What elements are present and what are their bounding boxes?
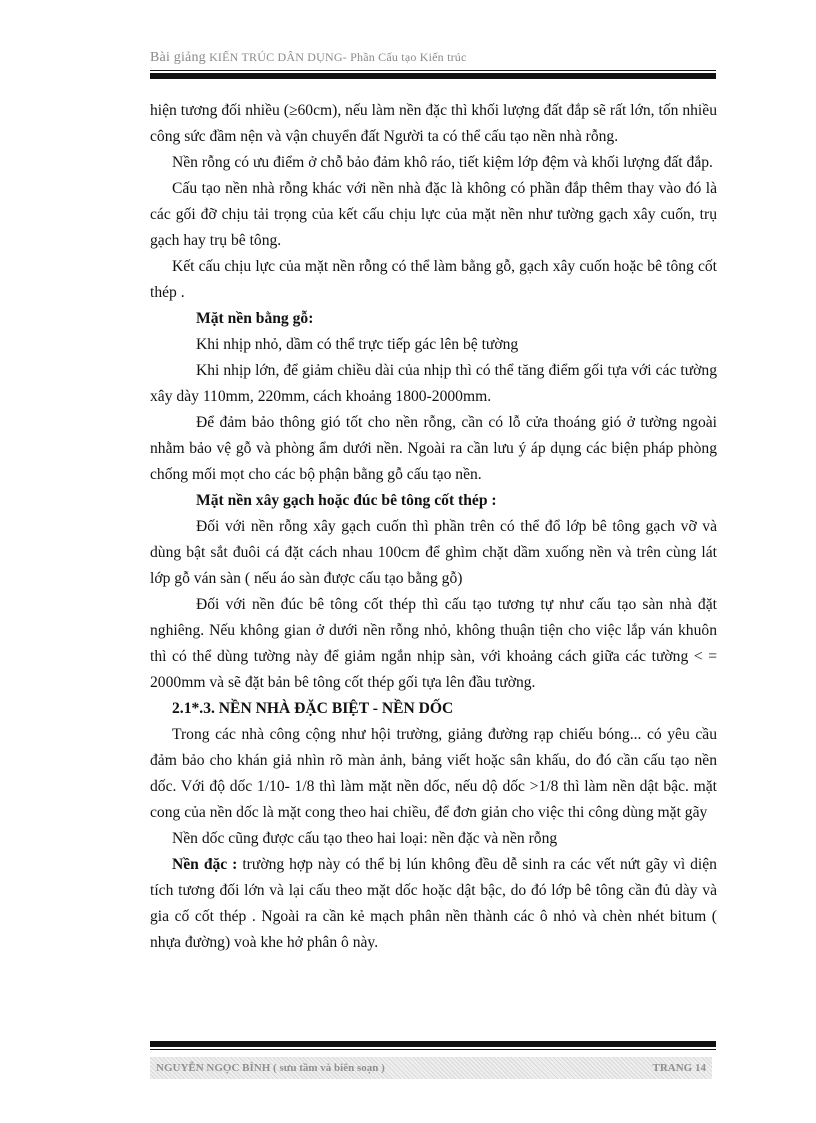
paragraph: Khi nhịp nhỏ, dầm có thể trực tiếp gác lên bệ tường (196, 336, 519, 353)
paragraph: Nền rỗng có ưu điểm ở chỗ bảo đảm khô ráo, tiết kiệm lớp đệm và khối lượng đất đắp. (172, 154, 713, 171)
subheading-brick: Mặt nền xây gạch hoặc đúc bê tông cốt thép : (196, 492, 497, 509)
paragraph-rest: trường hợp này có thể bị lún không đều dễ sinh ra các vết nứt gãy vì diện tích tương đối lớn và lại cấu theo mặt dốc hoặc dật bậc, do đó lớp bê tông cần đủ dày và gia cố cốt thép . Ngoài ra cần kẻ mạch phân nền thành các ô nhỏ và chèn nhét bitum ( nhựa đường) voà khe hở phân ô này. (150, 856, 717, 951)
footer-rule-thick (150, 1041, 716, 1047)
paragraph: Kết cấu chịu lực của mặt nền rỗng có thể làm bằng gỗ, gạch xây cuốn hoặc bê tông cốt thép . (150, 258, 717, 301)
page-header (150, 50, 715, 66)
header-rule-thin (150, 70, 716, 71)
paragraph: Khi nhịp lớn, để giảm chiều dài của nhịp thì có thể tăng điểm gối tựa với các tường xây dày 110mm, 220mm, cách khoảng 1800-2000mm. (150, 362, 717, 405)
page-footer (150, 1057, 712, 1079)
footer-author: NGUYỄN NGỌC BÌNH ( sưu tầm và biên soạn ) (156, 1062, 385, 1074)
paragraph: hiện tương đối nhiều (≥60cm), nếu làm nền đặc thì khối lượng đất đắp sẽ rất lớn, tốn nhiều công sức đầm nện và vận chuyển đất Người ta có thể cấu tạo nền nhà rỗng. (150, 102, 717, 145)
paragraph: Để đảm bảo thông gió tốt cho nền rỗng, cần có lỗ cửa thoáng gió ở tường ngoài nhằm bảo vệ gỗ và phòng ẩm dưới nền. Ngoài ra cần lưu ý áp dụng các biện pháp phòng chống mối mọt cho các bộ phận bằng gỗ cấu tạo nền. (150, 414, 717, 483)
paragraph: Đối với nền rỗng xây gạch cuốn thì phần trên có thể đổ lớp bê tông gạch vỡ và dùng bật sắt đuôi cá đặt cách nhau 100cm để ghìm chặt dầm xuống nền và trên cùng lát lớp gỗ ván sàn ( nếu áo sàn được cấu tạo bằng gỗ) (150, 518, 717, 587)
subheading-wood: Mặt nền bằng gỗ: (196, 310, 314, 327)
paragraph (150, 852, 717, 956)
paragraph: Nền dốc cũng được cấu tạo theo hai loại: nền đặc và nền rỗng (172, 830, 558, 847)
document-body (150, 98, 717, 956)
footer-page-number: TRANG 14 (652, 1062, 706, 1074)
paragraph: Cấu tạo nền nhà rỗng khác với nền nhà đặc là không có phần đắp thêm thay vào đó là các gối đỡ chịu tải trọng của kết cấu chịu lực của mặt nền như tường gạch xây cuốn, trụ gạch hay trụ bê tông. (150, 180, 717, 249)
header-text (150, 50, 715, 66)
footer-rule-thin (150, 1049, 716, 1050)
lead-term: Nền đặc : (172, 856, 238, 873)
section-heading: 2.1*.3. NỀN NHÀ ĐẶC BIỆT - NỀN DỐC (172, 700, 454, 717)
header-title: KIẾN TRÚC DÂN DỤNG- Phần Cấu tạo Kiến trúc (209, 50, 467, 64)
paragraph: Trong các nhà công cộng như hội trường, giảng đường rạp chiếu bóng... có yêu cầu đảm bảo cho khán giả nhìn rõ màn ảnh, bảng viết hoặc sân khấu, do đó cần cấu tạo nền dốc. Với độ dốc 1/10- 1/8 thì làm mặt nền dốc, nếu dộ dốc >1/8 thì làm nền dật bậc. mặt cong của nền dốc là mặt cong theo hai chiều, để đơn giản cho việc thi công dùng mặt gãy (150, 726, 717, 821)
paragraph: Đối với nền đúc bê tông cốt thép thì cấu tạo tương tự như cấu tạo sàn nhà đặt nghiêng. Nếu không gian ở dưới nền rỗng nhỏ, không thuận tiện cho việc lắp ván khuôn thì có thể dùng tường này để giảm ngắn nhịp sàn, với khoảng cách giữa các tường < = 2000mm và sẽ đặt bản bê tông cốt thép gối tựa lên đầu tường. (150, 596, 717, 691)
header-rule-thick (150, 73, 716, 79)
header-prefix: Bài giảng (150, 50, 206, 65)
